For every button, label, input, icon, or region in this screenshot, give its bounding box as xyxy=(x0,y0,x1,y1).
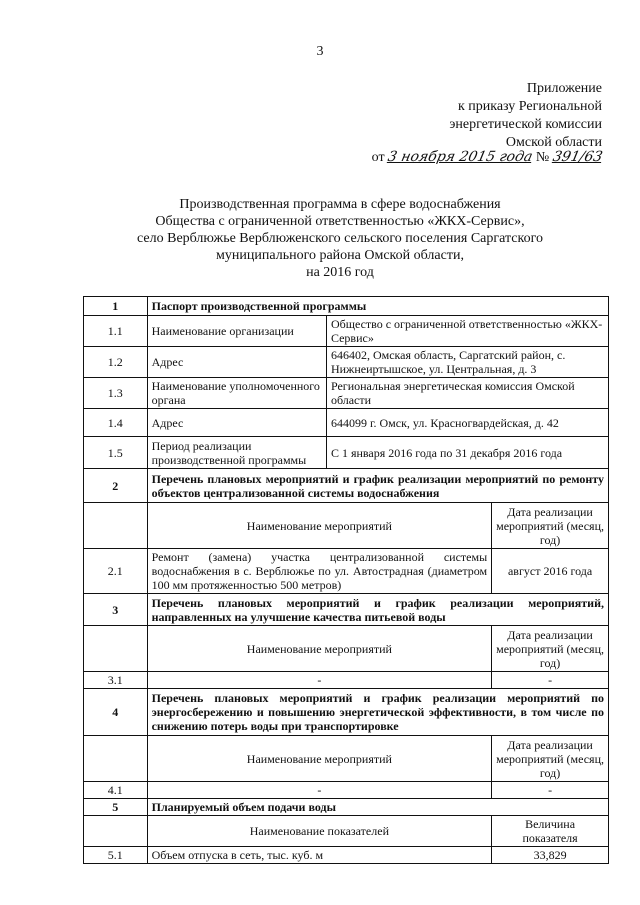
row-number: 1.1 xyxy=(84,316,148,347)
table-row xyxy=(84,378,609,409)
section-number: 1 xyxy=(84,297,148,316)
activity-date: - xyxy=(492,672,609,689)
row-number: 1.5 xyxy=(84,437,148,469)
row-label: Период реализации производственной программы xyxy=(147,437,326,469)
empty-cell xyxy=(84,503,148,549)
table-row xyxy=(84,316,609,347)
column-header: Наименование мероприятий xyxy=(147,736,492,782)
table-row xyxy=(84,437,609,469)
table-row xyxy=(84,549,609,594)
appendix-line: энергетической комиссии xyxy=(449,117,602,132)
activity-name: - xyxy=(147,782,492,799)
row-number: 1.3 xyxy=(84,378,148,409)
table-row xyxy=(84,409,609,437)
table-row xyxy=(84,782,609,799)
title-line: Производственная программа в сфере водоснабжения xyxy=(179,197,501,212)
row-number: 1.4 xyxy=(84,409,148,437)
activity-name: - xyxy=(147,672,492,689)
column-header: Дата реализации мероприятий (месяц, год) xyxy=(492,736,609,782)
row-value: Региональная энергетическая комиссия Омской области xyxy=(326,378,608,409)
row-value: Общество с ограниченной ответственностью «ЖКХ-Сервис» xyxy=(326,316,608,347)
row-label: Наименование уполномоченного органа xyxy=(147,378,326,409)
column-header: Величина показателя xyxy=(492,816,609,847)
row-number: 2.1 xyxy=(84,549,148,594)
table-row xyxy=(84,672,609,689)
program-table xyxy=(83,296,609,864)
row-label: Адрес xyxy=(147,409,326,437)
title-line: муниципального района Омской области, xyxy=(216,248,464,263)
handwritten-number: 391/63 xyxy=(551,149,604,165)
row-number: 4.1 xyxy=(84,782,148,799)
title-line: село Верблюжье Верблюженского сельского поселения Саргатского xyxy=(137,231,543,246)
empty-cell xyxy=(84,626,148,672)
table-row xyxy=(84,847,609,864)
row-value: 644099 г. Омск, ул. Красногвардейская, д. 42 xyxy=(326,409,608,437)
section-row xyxy=(84,799,609,816)
section-number: 2 xyxy=(84,469,148,503)
section-row xyxy=(84,594,609,626)
header-row xyxy=(84,626,609,672)
appendix-block xyxy=(449,80,602,152)
row-value: С 1 января 2016 года по 31 декабря 2016 года xyxy=(326,437,608,469)
column-header: Дата реализации мероприятий (месяц, год) xyxy=(492,626,609,672)
column-header: Наименование мероприятий xyxy=(147,626,492,672)
column-header: Наименование показателей xyxy=(147,816,492,847)
document-title xyxy=(90,196,590,281)
table-row xyxy=(84,347,609,378)
row-number: 5.1 xyxy=(84,847,148,864)
indicator-value: 33,829 xyxy=(492,847,609,864)
page-number: 3 xyxy=(316,44,324,59)
number-label: № xyxy=(535,150,550,165)
row-number: 1.2 xyxy=(84,347,148,378)
handwritten-date: 3 ноября 2015 года xyxy=(386,149,535,165)
appendix-line: Омской области xyxy=(505,135,602,150)
section-title: Перечень плановых мероприятий и график реализации мероприятий по энергосбережению и повышению энергетической эффективности, в том числе по снижению потерь воды при транспортировке xyxy=(147,689,608,736)
section-row xyxy=(84,297,609,316)
section-number: 3 xyxy=(84,594,148,626)
header-row xyxy=(84,816,609,847)
activity-date: - xyxy=(492,782,609,799)
section-title: Паспорт производственной программы xyxy=(147,297,608,316)
empty-cell xyxy=(84,816,148,847)
section-row xyxy=(84,469,609,503)
header-row xyxy=(84,503,609,549)
row-label: Адрес xyxy=(147,347,326,378)
section-number: 4 xyxy=(84,689,148,736)
appendix-line: Приложение xyxy=(526,81,602,96)
section-row xyxy=(84,689,609,736)
indicator-name: Объем отпуска в сеть, тыс. куб. м xyxy=(147,847,492,864)
section-title: Перечень плановых мероприятий и график реализации мероприятий по ремонту объектов централизованной системы водоснабжения xyxy=(147,469,608,503)
title-line: Общества с ограниченной ответственностью «ЖКХ-Сервис», xyxy=(155,214,525,229)
empty-cell xyxy=(84,736,148,782)
section-title: Перечень плановых мероприятий и график реализации мероприятий, направленных на улучшение качества питьевой воды xyxy=(147,594,608,626)
appendix-line: к приказу Региональной xyxy=(457,99,602,114)
order-reference xyxy=(372,148,602,167)
activity-date: август 2016 года xyxy=(492,549,609,594)
activity-name: Ремонт (замена) участка централизованной системы водоснабжения в с. Верблюжье по ул. Автострадная (диаметром 100 мм протяженностью 500 метров) xyxy=(147,549,492,594)
row-value: 646402, Омская область, Саргатский район, с. Нижнеиртышское, ул. Центральная, д. 3 xyxy=(326,347,608,378)
row-number: 3.1 xyxy=(84,672,148,689)
column-header: Наименование мероприятий xyxy=(147,503,492,549)
column-header: Дата реализации мероприятий (месяц, год) xyxy=(492,503,609,549)
title-line: на 2016 год xyxy=(306,265,374,280)
section-number: 5 xyxy=(84,799,148,816)
from-label: от xyxy=(371,150,385,165)
section-title: Планируемый объем подачи воды xyxy=(147,799,608,816)
row-label: Наименование организации xyxy=(147,316,326,347)
header-row xyxy=(84,736,609,782)
